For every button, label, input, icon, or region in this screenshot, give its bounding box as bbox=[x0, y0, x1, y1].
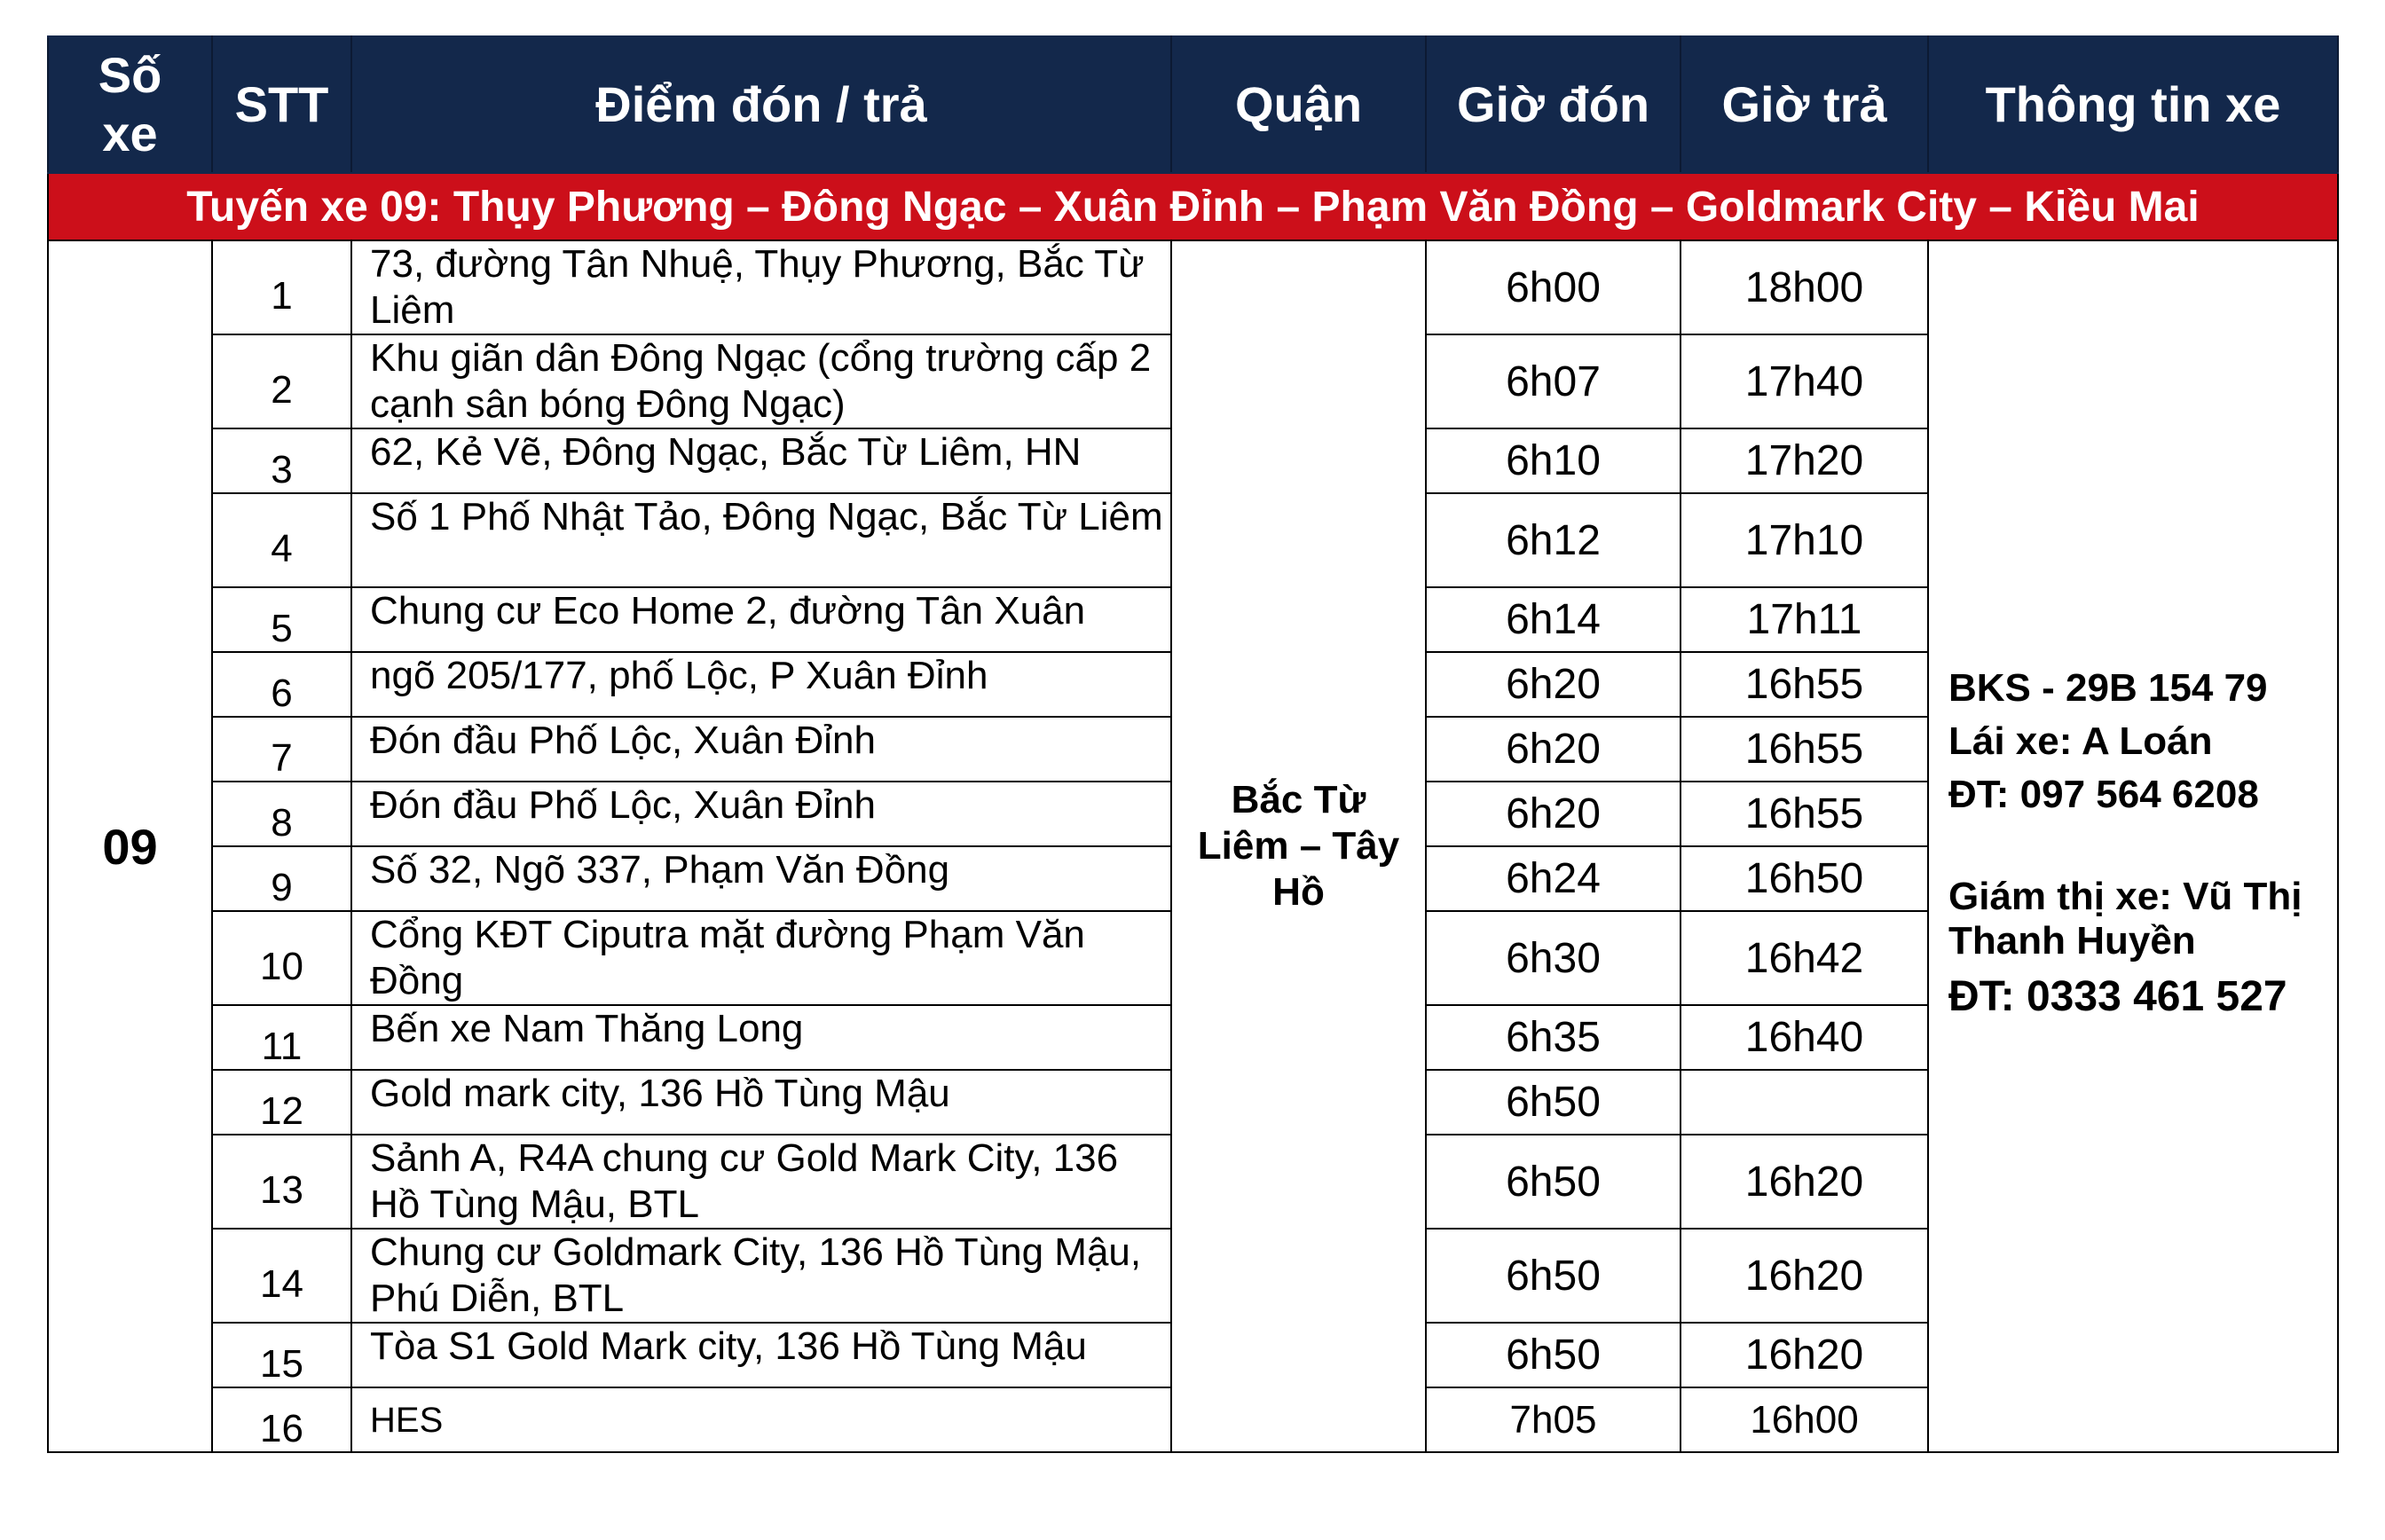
pickup-cell: 6h50 bbox=[1426, 1135, 1681, 1229]
stt-cell: 16 bbox=[212, 1387, 351, 1452]
dropoff-cell: 17h20 bbox=[1681, 428, 1928, 493]
stt-cell: 15 bbox=[212, 1323, 351, 1387]
schedule-table bbox=[47, 35, 2339, 1453]
stt-cell: 6 bbox=[212, 652, 351, 717]
header-gio-don: Giờ đón bbox=[1426, 36, 1681, 173]
pickup-cell: 6h07 bbox=[1426, 334, 1681, 428]
address-cell: Chung cư Eco Home 2, đường Tân Xuân bbox=[351, 587, 1171, 652]
pickup-cell: 6h20 bbox=[1426, 782, 1681, 846]
stt-cell: 11 bbox=[212, 1005, 351, 1070]
dropoff-cell: 16h50 bbox=[1681, 846, 1928, 911]
header-so-xe: Số xe bbox=[48, 36, 212, 173]
pickup-cell: 6h14 bbox=[1426, 587, 1681, 652]
pickup-cell: 6h00 bbox=[1426, 240, 1681, 334]
dropoff-cell: 16h00 bbox=[1681, 1387, 1928, 1452]
address-cell: 62, Kẻ Vẽ, Đông Ngạc, Bắc Từ Liêm, HN bbox=[351, 428, 1171, 493]
vehicle-info bbox=[1928, 240, 2338, 1452]
address-cell: Chung cư Goldmark City, 136 Hồ Tùng Mậu, Phú Diễn, BTL bbox=[351, 1229, 1171, 1323]
dropoff-cell: 17h11 bbox=[1681, 587, 1928, 652]
address-cell: ngõ 205/177, phố Lộc, P Xuân Đỉnh bbox=[351, 652, 1171, 717]
header-diem: Điểm đón / trả bbox=[351, 36, 1171, 173]
header-thong-tin: Thông tin xe bbox=[1928, 36, 2338, 173]
address-cell: Số 1 Phố Nhật Tảo, Đông Ngạc, Bắc Từ Liêm bbox=[351, 493, 1171, 587]
stt-cell: 14 bbox=[212, 1229, 351, 1323]
pickup-cell: 6h24 bbox=[1426, 846, 1681, 911]
pickup-cell: 6h50 bbox=[1426, 1229, 1681, 1323]
address-cell: Số 32, Ngõ 337, Phạm Văn Đồng bbox=[351, 846, 1171, 911]
header-quan: Quận bbox=[1171, 36, 1426, 173]
stt-cell: 3 bbox=[212, 428, 351, 493]
address-cell: Đón đầu Phố Lộc, Xuân Đỉnh bbox=[351, 782, 1171, 846]
address-cell: Sảnh A, R4A chung cư Gold Mark City, 136 Hồ Tùng Mậu, BTL bbox=[351, 1135, 1171, 1229]
pickup-cell: 6h20 bbox=[1426, 717, 1681, 782]
driver-text: Lái xe: A Loán bbox=[1948, 719, 2213, 763]
stt-cell: 4 bbox=[212, 493, 351, 587]
pickup-cell: 6h10 bbox=[1426, 428, 1681, 493]
pickup-cell: 6h35 bbox=[1426, 1005, 1681, 1070]
address-cell: HES bbox=[351, 1387, 1171, 1452]
dropoff-cell: 18h00 bbox=[1681, 240, 1928, 334]
pickup-cell: 6h30 bbox=[1426, 911, 1681, 1005]
pickup-cell: 6h50 bbox=[1426, 1070, 1681, 1135]
dropoff-cell: 16h40 bbox=[1681, 1005, 1928, 1070]
dropoff-cell: 16h20 bbox=[1681, 1135, 1928, 1229]
stt-cell: 1 bbox=[212, 240, 351, 334]
route-row bbox=[48, 173, 2338, 240]
dropoff-cell: 16h55 bbox=[1681, 652, 1928, 717]
address-cell: Tòa S1 Gold Mark city, 136 Hồ Tùng Mậu bbox=[351, 1323, 1171, 1387]
address-cell: 73, đường Tân Nhuệ, Thụy Phương, Bắc Từ Liêm bbox=[351, 240, 1171, 334]
header-stt: STT bbox=[212, 36, 351, 173]
pickup-cell: 7h05 bbox=[1426, 1387, 1681, 1452]
dropoff-cell bbox=[1681, 1070, 1928, 1135]
stt-cell: 5 bbox=[212, 587, 351, 652]
stt-cell: 7 bbox=[212, 717, 351, 782]
stt-cell: 10 bbox=[212, 911, 351, 1005]
district-cell bbox=[1171, 240, 1426, 1452]
dropoff-cell: 16h20 bbox=[1681, 1323, 1928, 1387]
dropoff-cell: 16h42 bbox=[1681, 911, 1928, 1005]
district-text: Bắc Từ Liêm – Tây Hồ bbox=[1197, 778, 1400, 914]
stt-cell: 8 bbox=[212, 782, 351, 846]
dropoff-cell: 17h40 bbox=[1681, 334, 1928, 428]
address-cell: Đón đầu Phố Lộc, Xuân Đỉnh bbox=[351, 717, 1171, 782]
stt-cell: 12 bbox=[212, 1070, 351, 1135]
address-cell: Gold mark city, 136 Hồ Tùng Mậu bbox=[351, 1070, 1171, 1135]
header-gio-tra: Giờ trả bbox=[1681, 36, 1928, 173]
dropoff-cell: 16h55 bbox=[1681, 782, 1928, 846]
pickup-cell: 6h20 bbox=[1426, 652, 1681, 717]
route-title: Tuyến xe 09: Thụy Phương – Đông Ngạc – Xuân Đỉnh – Phạm Văn Đồng – Goldmark City – Kiều Mai bbox=[48, 173, 2338, 240]
pickup-cell: 6h50 bbox=[1426, 1323, 1681, 1387]
supervisor-phone: ĐT: 0333 461 527 bbox=[1948, 973, 2287, 1020]
supervisor-text: Giám thị xe: Vũ Thị Thanh Huyền bbox=[1948, 875, 2302, 962]
stt-cell: 2 bbox=[212, 334, 351, 428]
table-header bbox=[48, 36, 2338, 173]
dropoff-cell: 16h20 bbox=[1681, 1229, 1928, 1323]
stt-cell: 9 bbox=[212, 846, 351, 911]
address-cell: Khu giãn dân Đông Ngạc (cổng trường cấp 2 cạnh sân bóng Đông Ngạc) bbox=[351, 334, 1171, 428]
plate-text: BKS - 29B 154 79 bbox=[1948, 666, 2268, 710]
bus-number: 09 bbox=[48, 240, 212, 1452]
dropoff-cell: 17h10 bbox=[1681, 493, 1928, 587]
stt-cell: 13 bbox=[212, 1135, 351, 1229]
address-cell: Cổng KĐT Ciputra mặt đường Phạm Văn Đồng bbox=[351, 911, 1171, 1005]
address-cell: Bến xe Nam Thăng Long bbox=[351, 1005, 1171, 1070]
dropoff-cell: 16h55 bbox=[1681, 717, 1928, 782]
pickup-cell: 6h12 bbox=[1426, 493, 1681, 587]
driver-phone: ĐT: 097 564 6208 bbox=[1948, 773, 2259, 816]
table-row bbox=[48, 240, 2338, 334]
